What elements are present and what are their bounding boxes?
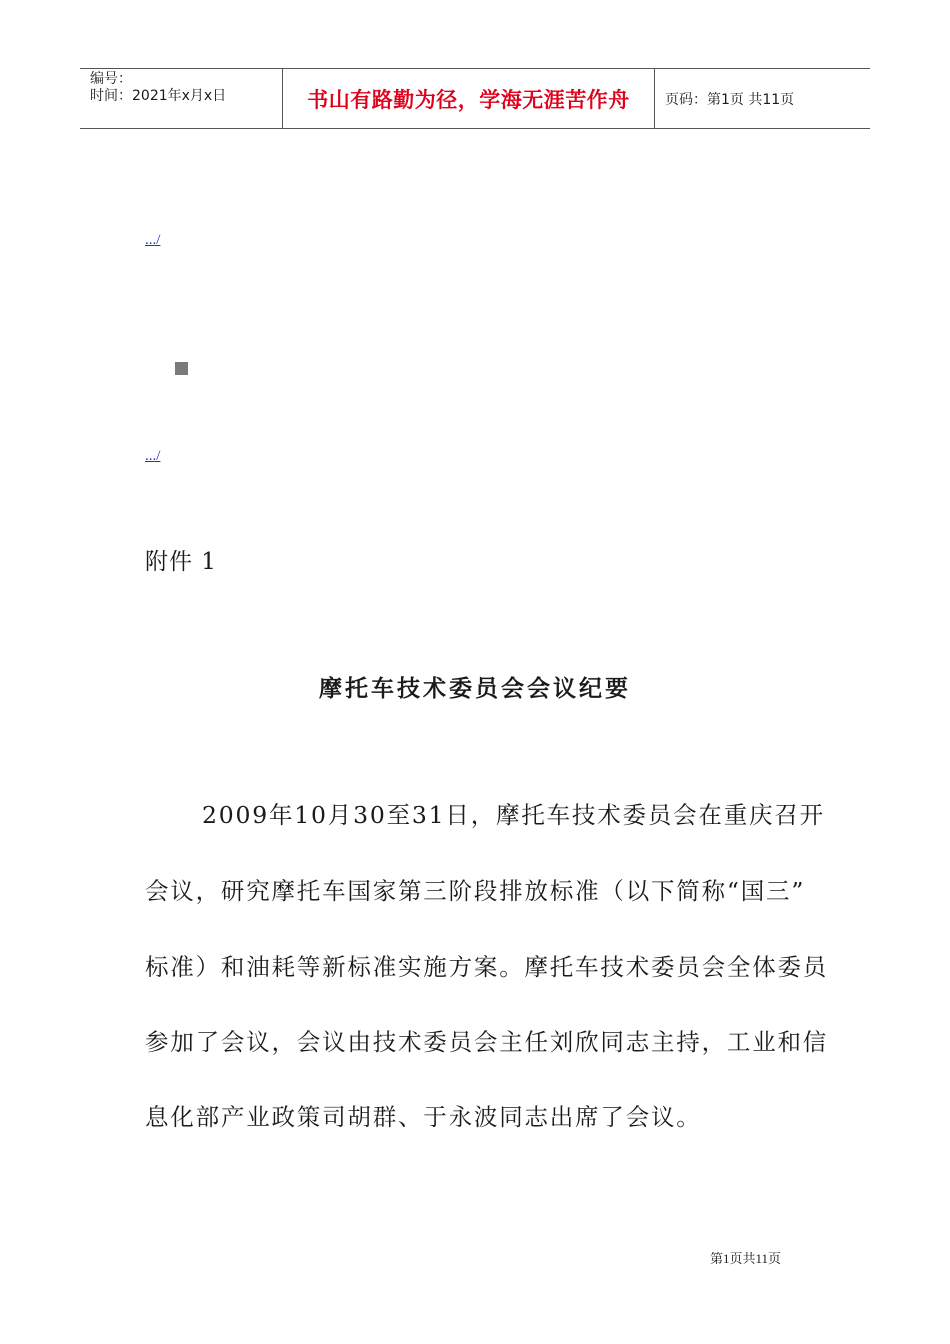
header-meta <box>80 69 282 128</box>
attachment-label: 附件 1 <box>145 549 217 575</box>
header-motto: 书山有路勤为径，学海无涯苦作舟 <box>307 87 630 112</box>
link-2[interactable]: .../ <box>145 448 161 464</box>
link-1[interactable]: .../ <box>145 232 161 248</box>
document-title: 摩托车技术委员会会议纪要 <box>319 676 631 702</box>
time-label: 时间：2021年x月x日 <box>90 88 227 104</box>
header-page-info: 页码：第1页 共11页 <box>665 91 795 108</box>
header-motto-cell <box>282 69 655 128</box>
document-header <box>80 68 870 129</box>
image-placeholder-icon <box>175 362 188 375</box>
paragraph-line-1: 2009年10月30至31日，摩托车技术委员会在重庆召开 <box>202 801 825 829</box>
page-footer: 第1页共11页 <box>710 1251 782 1266</box>
number-label: 编号： <box>90 71 132 87</box>
paragraph-line-4: 参加了会议，会议由技术委员会主任刘欣同志主持，工业和信 <box>145 1028 829 1056</box>
header-page-info-cell <box>655 69 870 128</box>
paragraph-line-3: 标准）和油耗等新标准实施方案。摩托车技术委员会全体委员 <box>145 953 829 981</box>
paragraph-line-2: 会议，研究摩托车国家第三阶段排放标准（以下简称“国三” <box>145 877 806 905</box>
paragraph-line-5: 息化部产业政策司胡群、于永波同志出席了会议。 <box>145 1103 702 1131</box>
